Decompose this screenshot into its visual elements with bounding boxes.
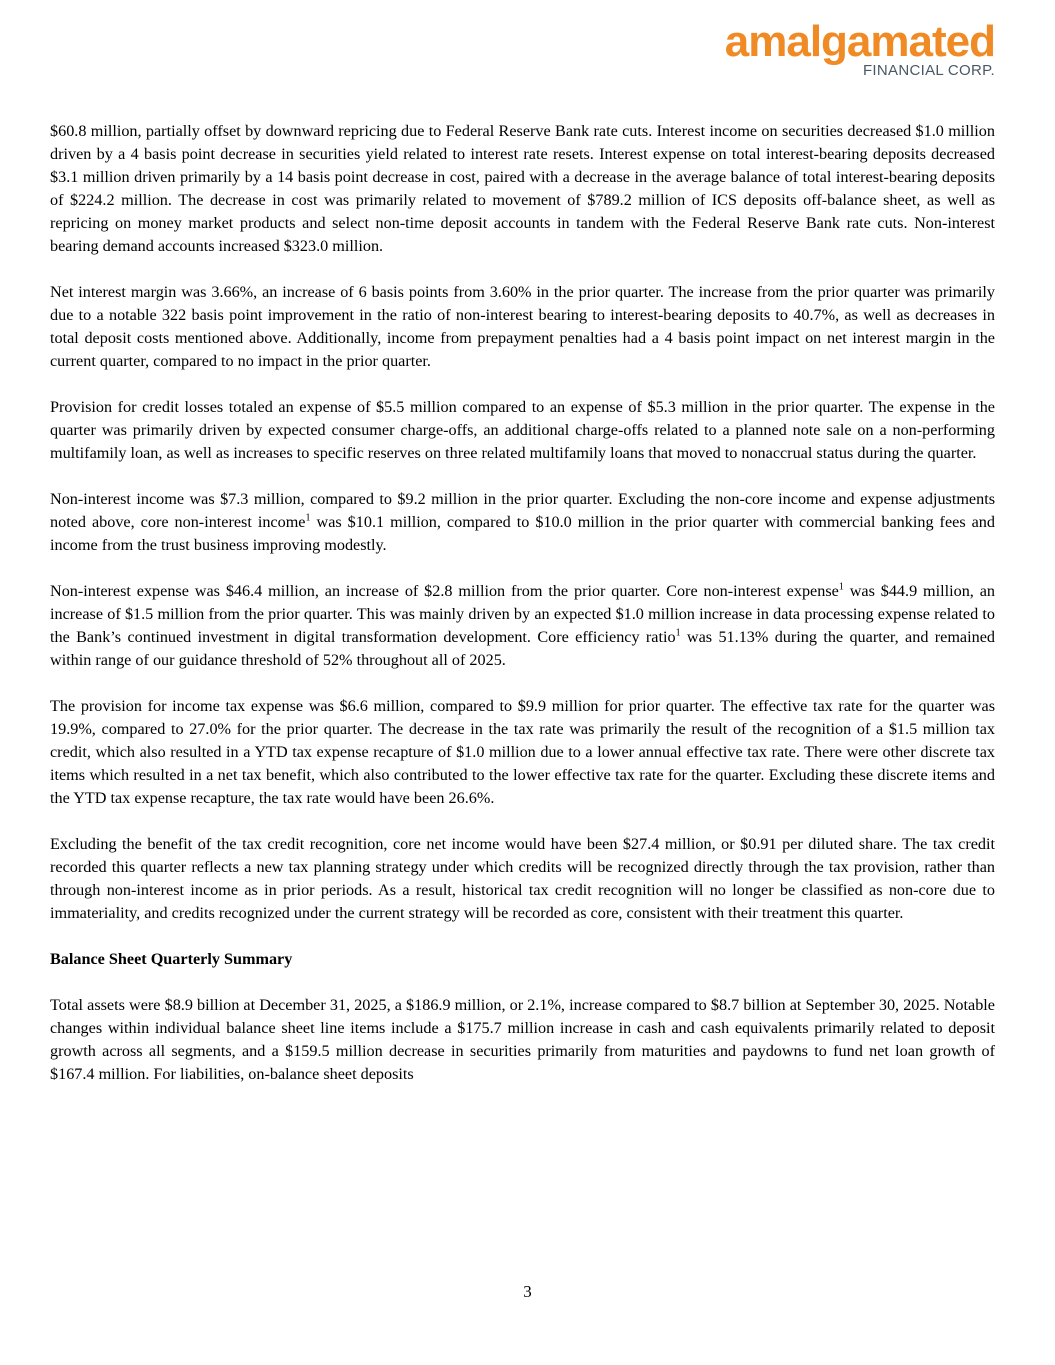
paragraph-income-tax: The provision for income tax expense was $6.6 million, compared to $9.9 million for prior quarter. The effective tax rate for the quarter was 19.9%, compared to 27.0% for the prior quarter. The decrease in the tax rate was primarily the result of the recognition of a $1.5 million tax credit, which also resulted in a YTD tax expense recapture of $1.0 million due to a lower annual effective tax rate. There were other discrete tax items which resulted in a net tax benefit, which also contributed to the lower effective tax rate for the quarter. Excluding these discrete items and the YTD tax expense recapture, the tax rate would have been 26.6%. [50, 697, 995, 807]
text-segment: Non-interest expense was $46.4 million, an increase of $2.8 million from the prior quarter. Core non-interest expense [50, 582, 839, 600]
company-logo [724, 17, 995, 79]
section-heading: Balance Sheet Quarterly Summary [50, 950, 293, 968]
logo-wordmark: amalgamated [724, 17, 995, 66]
paragraph-core-net-income: Excluding the benefit of the tax credit recognition, core net income would have been $27.4 million, or $0.91 per diluted share. The tax credit recorded this quarter reflects a new tax planning strategy under which credits will be recognized directly through the tax provision, rather than through non-interest income as in prior periods. As a result, historical tax credit recognition will no longer be classified as non-core due to immateriality, and credits recognized under the current strategy will be recorded as core, consistent with their treatment this quarter. [50, 835, 995, 922]
footnote-marker: 1 [675, 627, 681, 639]
footnote-marker: 1 [305, 512, 311, 524]
document-body [50, 120, 995, 1109]
paragraph-non-interest-expense [50, 580, 995, 672]
footnote-marker: 1 [838, 581, 844, 593]
paragraph-credit-losses: Provision for credit losses totaled an expense of $5.5 million compared to an expense of $5.3 million in the prior quarter. The expense in the quarter was primarily driven by expected consumer charge-offs, an additional charge-offs related to a planned note sale on a non-performing multifamily loan, as well as increases to specific reserves on three related multifamily loans that moved to nonaccrual status during the quarter. [50, 398, 995, 462]
logo-subtitle: FINANCIAL CORP. [862, 62, 995, 79]
text-segment: was 51.13% during the quarter, and remained within range of our guidance threshold of 52% throughout all of 2025. [50, 628, 995, 669]
paragraph-total-assets: Total assets were $8.9 billion at December 31, 2025, a $186.9 million, or 2.1%, increase compared to $8.7 billion at September 30, 2025. Notable changes within individual balance sheet line items include a $175.7 million increase in cash and cash equivalents primarily related to deposit growth across all segments, and a $159.5 million decrease in securities primarily from maturities and paydowns to fund net loan growth of $167.4 million. For liabilities, on-balance sheet deposits [50, 996, 995, 1083]
text-segment: was $44.9 million, an increase of $1.5 million from the prior quarter. This was mainly driven by an expected $1.0 million increase in data processing expense related to the Bank’s continued investment in digital transformation development. Core efficiency ratio [50, 582, 995, 646]
paragraph-net-interest-margin: Net interest margin was 3.66%, an increase of 6 basis points from 3.60% in the prior quarter. The increase from the prior quarter was primarily due to a notable 322 basis point improvement in the ratio of non-interest bearing to interest-bearing deposits to 40.7%, as well as decreases in total deposit costs mentioned above. Additionally, income from prepayment penalties had a 4 basis point impact on net interest margin in the current quarter, compared to no impact in the prior quarter. [50, 283, 995, 370]
page-number: 3 [523, 1282, 532, 1301]
paragraph-non-interest-income [50, 488, 995, 557]
paragraph-interest-income: $60.8 million, partially offset by downward repricing due to Federal Reserve Bank rate cuts. Interest income on securities decreased $1.0 million driven by a 4 basis point decrease in securities yield related to interest rate resets. Interest expense on total interest-bearing deposits decreased $3.1 million driven primarily by a 14 basis point decrease in cost, paired with a decrease in the average balance of total interest-bearing deposits of $224.2 million. The decrease in cost was primarily related to movement of $789.2 million of ICS deposits off-balance sheet, as well as repricing on money market products and select non-time deposit accounts in tandem with the Federal Reserve Bank rate cuts. Non-interest bearing demand accounts increased $323.0 million. [50, 122, 995, 255]
text-segment: was $10.1 million, compared to $10.0 million in the prior quarter with commercial banking fees and income from the trust business improving modestly. [50, 513, 995, 554]
text-segment: Non-interest income was $7.3 million, compared to $9.2 million in the prior quarter. Excluding the non-core income and expense adjustments noted above, core non-interest income [50, 490, 995, 531]
